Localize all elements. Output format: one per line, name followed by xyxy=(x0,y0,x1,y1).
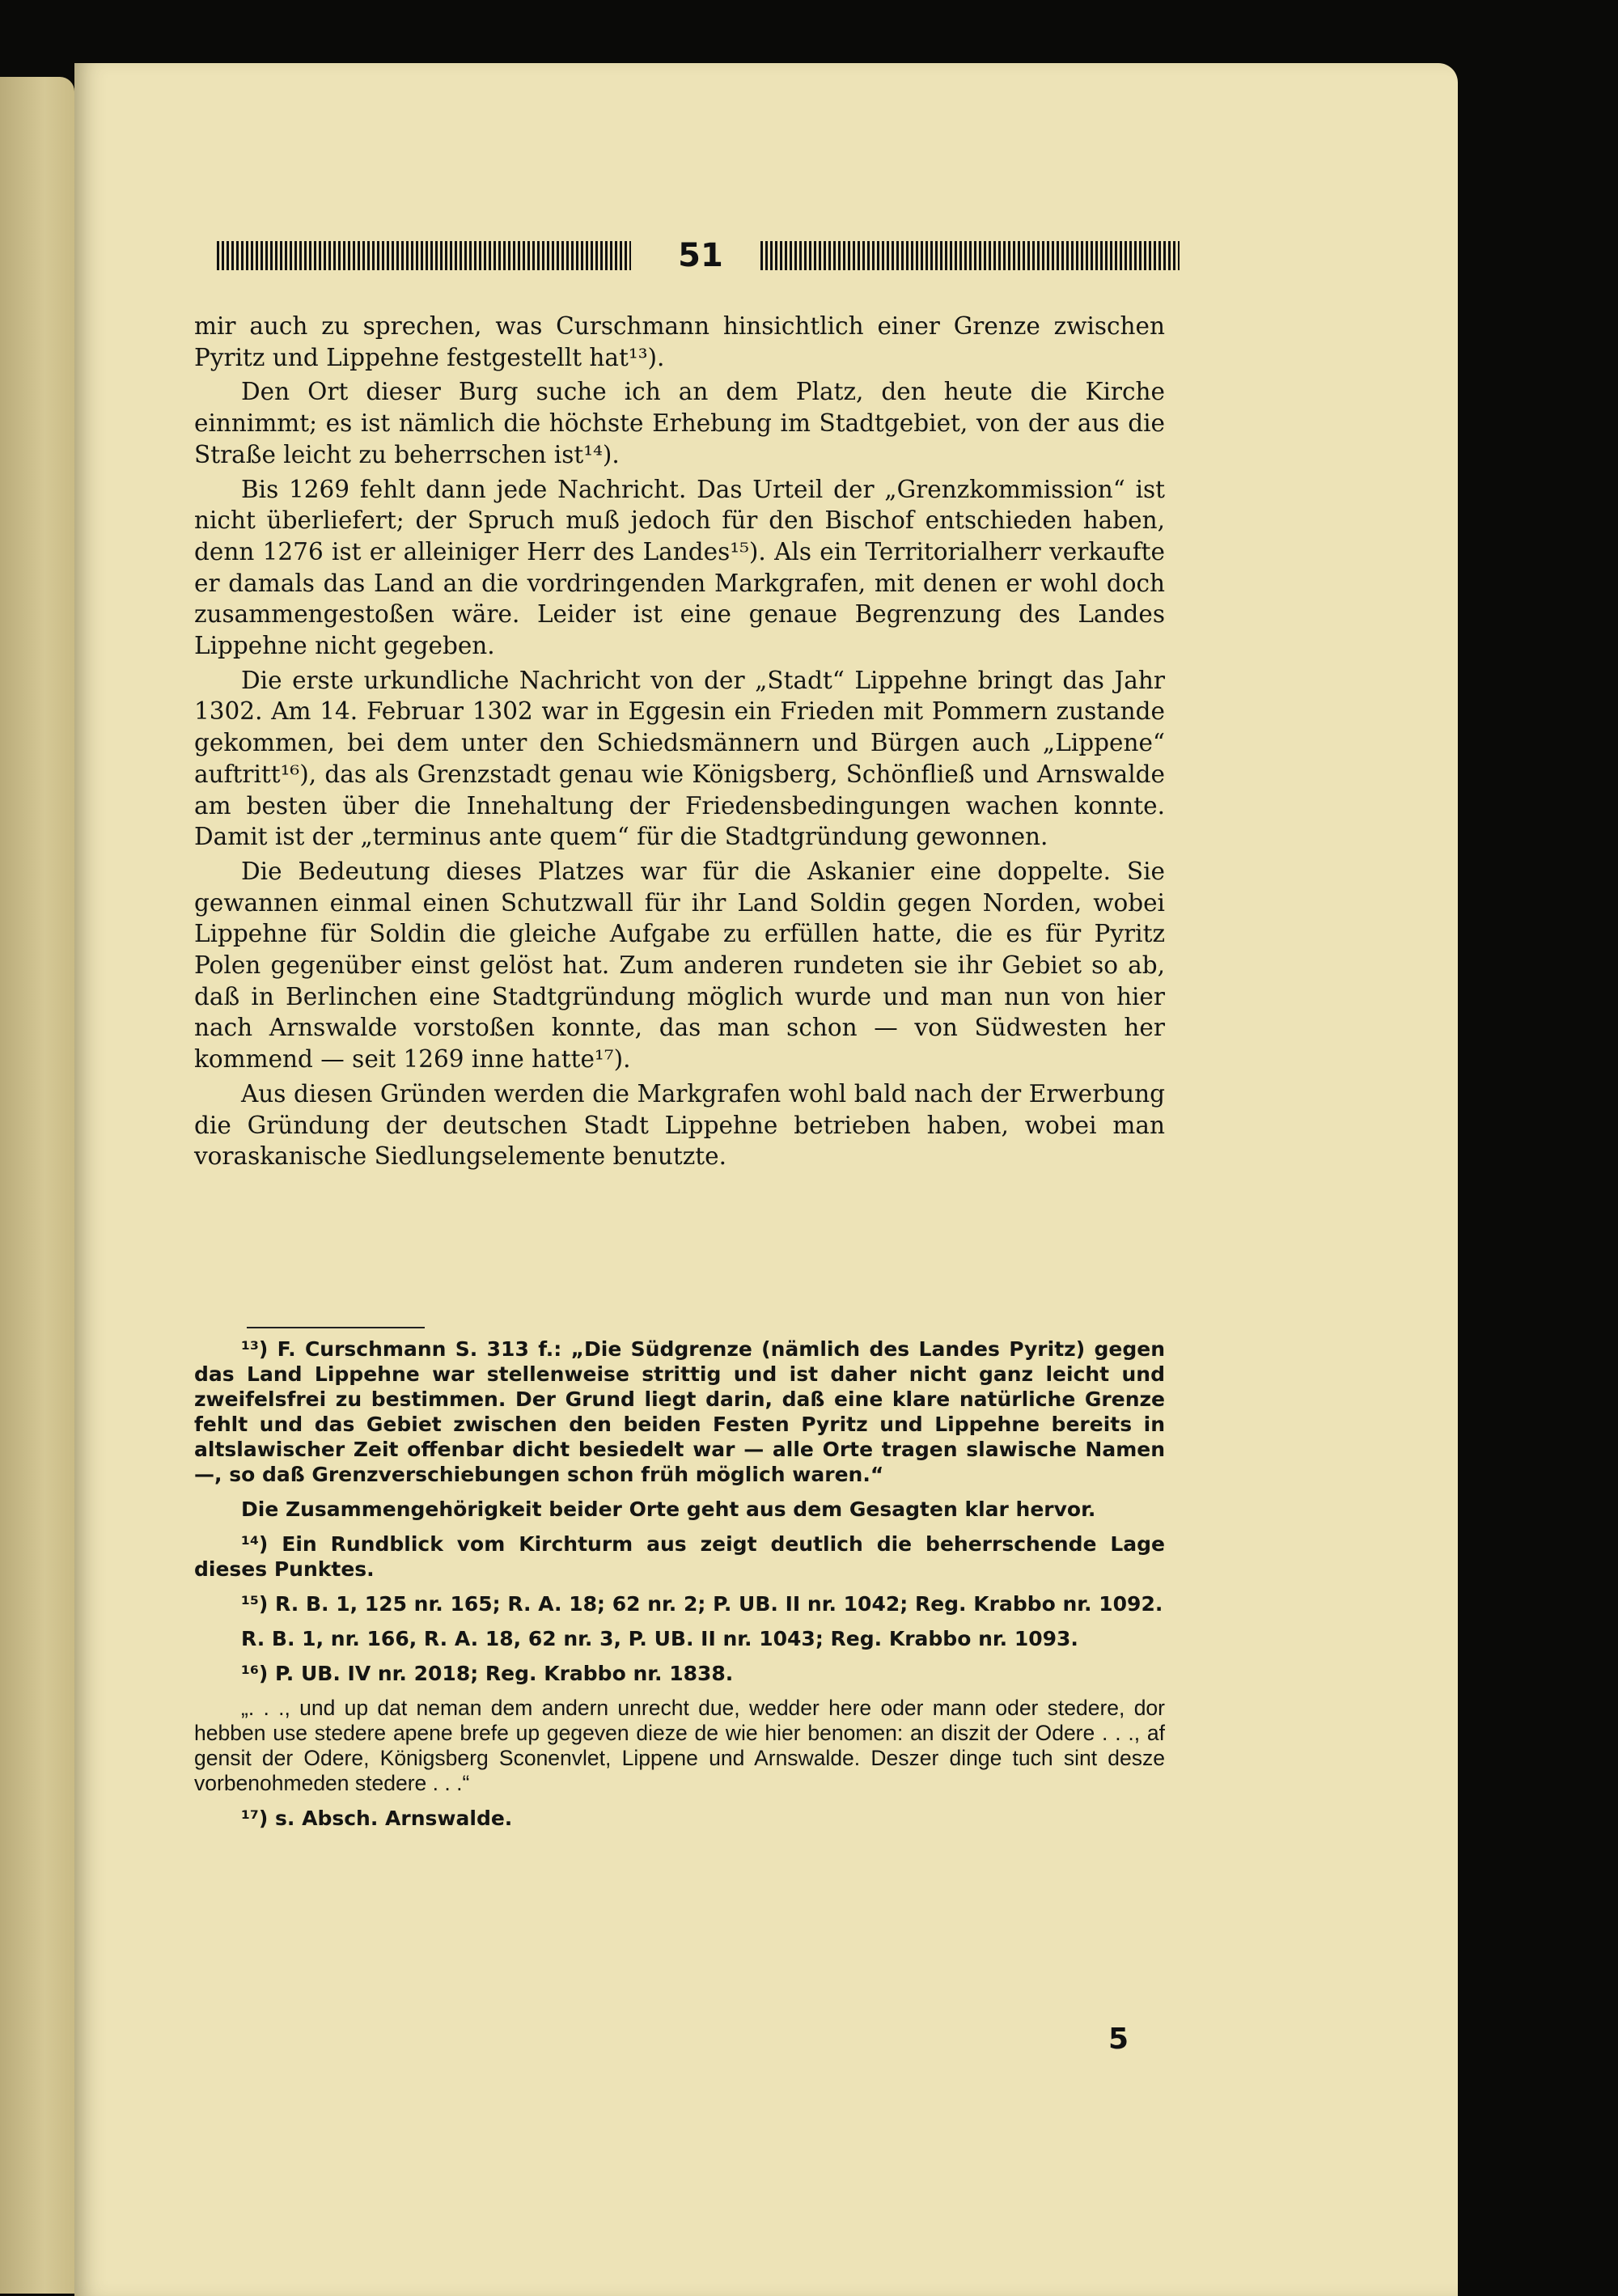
footnote: Die Zusammengehörigkeit beider Orte geht aus dem Gesagten klar hervor. xyxy=(241,1497,1096,1521)
paragraph: Aus diesen Gründen werden die Markgrafen wohl bald nach der Erwerbung die Gründung der deutschen Stadt Lippehne betrieben haben, wobei man voraskanische Siedlungselemente benutzte. xyxy=(194,1079,1165,1171)
page-header xyxy=(217,236,1180,275)
footnote-quote: „. . ., und up dat neman dem andern unrecht due, wedder here oder mann oder stedere, dor hebben use stedere apene brefe up gegeven dieze de wie hier benomen: an diszit der Odere . . ., af gensit der Odere, Königsberg Sconenvlet, Lippene und Arnswalde. Deszer dinge tuch sint desze vorbenohmeden stedere . . .“ xyxy=(194,1696,1165,1795)
main-text xyxy=(194,311,1165,1176)
footnote: ¹⁴) Ein Rundblick vom Kirchturm aus zeigt deutlich die beherrschende Lage dieses Punktes. xyxy=(194,1532,1165,1581)
header-rule-right xyxy=(760,241,1180,270)
footnote: ¹³) F. Curschmann S. 313 f.: „Die Südgrenze (nämlich des Landes Pyritz) gegen das Land Lippehne war stellenweise strittig und ist daher nicht ganz leicht und zweifelsfrei zu bestimmen. Der Grund liegt darin, daß eine klare natürliche Grenze fehlt und das Gebiet zwischen den beiden Festen Pyritz und Lippehne bereits in altslawischer Zeit offenbar dicht besiedelt war — alle Orte tragen slawische Namen —, so daß Grenzverschiebungen schon früh möglich waren.“ xyxy=(194,1337,1165,1486)
paragraph: mir auch zu sprechen, was Curschmann hinsichtlich einer Grenze zwischen Pyritz und Lippehne festgestellt hat¹³). xyxy=(194,312,1165,371)
footnote-divider xyxy=(247,1327,425,1328)
paragraph: Die erste urkundliche Nachricht von der „Stadt“ Lippehne bringt das Jahr 1302. Am 14. Februar 1302 war in Eggesin ein Frieden mit Pommern zustande gekommen, bei dem unter den Schiedsmännern und Bürgen auch „Lippene“ auftritt¹⁶), das als Grenzstadt genau wie Königsberg, Schönfließ und Arnswalde am besten über die Innehaltung der Friedensbedingungen wachen konnte. Damit ist der „terminus ante quem“ für die Stadtgründung gewonnen. xyxy=(194,666,1165,851)
footnotes xyxy=(194,1337,1165,1841)
footnote: R. B. 1, nr. 166, R. A. 18, 62 nr. 3, P. UB. II nr. 1043; Reg. Krabbo nr. 1093. xyxy=(241,1627,1078,1650)
paragraph: Den Ort dieser Burg suche ich an dem Platz, den heute die Kirche einnimmt; es ist nämlich die höchste Erhebung im Stadtgebiet, von der aus die Straße leicht zu beherrschen ist¹⁴). xyxy=(194,378,1165,468)
paragraph: Die Bedeutung dieses Platzes war für die Askanier eine doppelte. Sie gewannen einmal einen Schutzwall für ihr Land Soldin gegen Norden, wobei Lippehne für Soldin die gleiche Aufgabe zu erfüllen hatte, die es für Pyritz Polen gegenüber einst gelöst hat. Zum anderen rundeten sie ihr Gebiet so ab, daß in Berlinchen eine Stadtgründung möglich wurde und man nun von hier nach Arnswalde vorstoßen konnte, das man schon — von Südwesten her kommend — seit 1269 inne hatte¹⁷). xyxy=(194,857,1165,1074)
signature-mark: 5 xyxy=(1108,2023,1129,2056)
facing-page-edge xyxy=(0,77,74,2294)
paragraph: Bis 1269 fehlt dann jede Nachricht. Das Urteil der „Grenzkommission“ ist nicht überliefert; der Spruch muß jedoch für den Bischof entschieden haben, denn 1276 ist er alleiniger Herr des Landes¹⁵). Als ein Territorialherr verkaufte er damals das Land an die vordringenden Markgrafen, mit denen er wohl doch zusammengestoßen wäre. Leider ist eine genaue Begrenzung des Landes Lippehne nicht gegeben. xyxy=(194,475,1165,660)
footnote: ¹⁶) P. UB. IV nr. 2018; Reg. Krabbo nr. 1838. xyxy=(241,1662,734,1685)
page-number: 51 xyxy=(678,237,723,274)
header-rule-left xyxy=(217,241,631,270)
footnote: ¹⁷) s. Absch. Arnswalde. xyxy=(241,1807,513,1830)
footnote: ¹⁵) R. B. 1, 125 nr. 165; R. A. 18; 62 nr. 2; P. UB. II nr. 1042; Reg. Krabbo nr. 1092. xyxy=(241,1592,1163,1616)
